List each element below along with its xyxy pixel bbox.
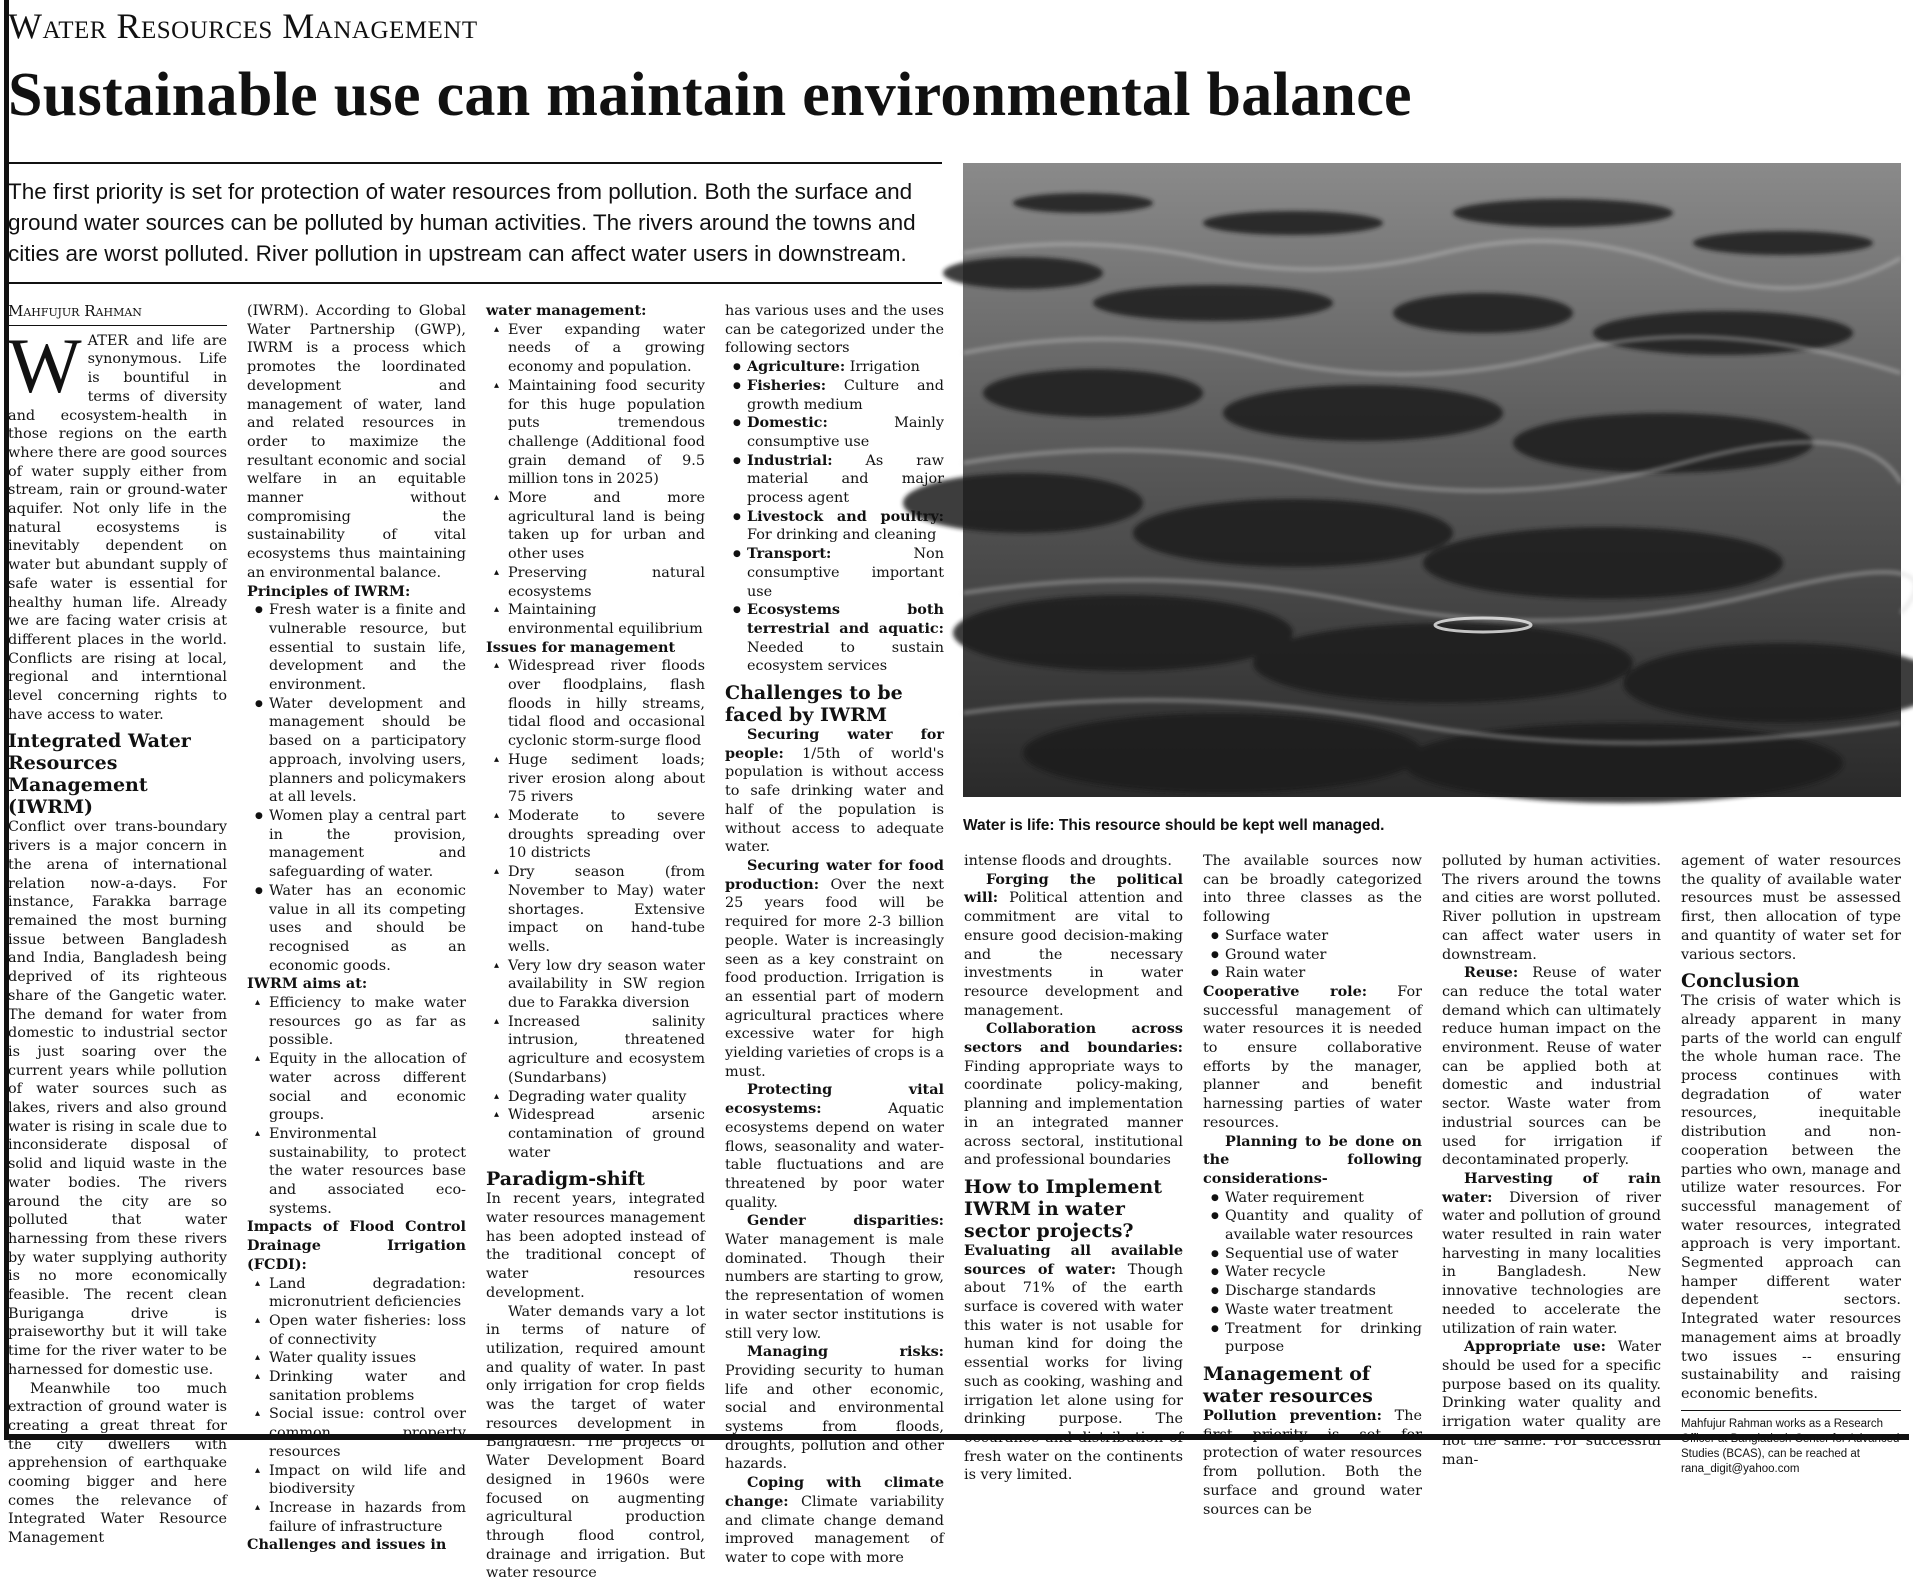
list-item: ▴ Very low dry season water availability in SW region due to Farakka diversion xyxy=(498,957,705,1013)
column-8 xyxy=(1681,852,1901,1475)
list-item: ● Water recycle xyxy=(1215,1263,1422,1282)
principles-list xyxy=(247,601,466,975)
paragraph: Reuse: Reuse of water can reduce the total water demand which can ultimately reduce human impact on the environment. Reuse of water can be applied both at domestic and industrial sector. Waste water from industrial sources can be used for irrigation if decontaminated properly. xyxy=(1442,964,1661,1169)
list-item: ▴ Maintaining food security for this huge population puts tremendous challenge (Additional food grain demand of 9.5 million tons in 2025) xyxy=(498,377,705,489)
list-item: ▴ Drinking water and sanitation problems xyxy=(259,1368,466,1405)
author-bio: Mahfujur Rahman works as a Research Officer at Bangladesh Center for Advanced Studies (BCAS), can be reached at rana_digit@yahoo.com xyxy=(1681,1410,1901,1477)
column-7 xyxy=(1442,852,1662,1468)
list-item: ● Discharge standards xyxy=(1215,1282,1422,1301)
list-item: ● Surface water xyxy=(1215,927,1422,946)
paragraph: Gender disparities: Water management is male dominated. Though their numbers are starting to grow, the representation of women in water sector institutions is still very low. xyxy=(725,1212,944,1342)
list-item: ▴ Ever expanding water needs of a growing economy and population. xyxy=(498,321,705,377)
paragraph: Pollution prevention: The first priority is set for protection of water resources from pollution. Both the surface and ground water sources can be xyxy=(1203,1406,1422,1518)
list-item: ▴ Dry season (from November to May) water shortages. Extensive impact on hand-tube wells. xyxy=(498,863,705,957)
column-6 xyxy=(1203,852,1423,1518)
heading-how-to-implement: How to Implement IWRM in water sector projects? xyxy=(964,1175,1163,1242)
subheading-challenges: Challenges and issues in xyxy=(247,1536,447,1554)
paragraph: The available sources now can be broadly categorized into three classes as the following xyxy=(1203,853,1422,926)
subheading-fcdi: Impacts of Flood Control Drainage Irrigation (FCDI): xyxy=(247,1218,466,1273)
list-item: ● Ground water xyxy=(1215,946,1422,965)
water-photo xyxy=(963,163,1901,797)
list-item: ▴ Efficiency to make water resources go as far as possible. xyxy=(259,994,466,1050)
list-item: ● Domestic: Mainly consumptive use xyxy=(737,414,944,451)
paragraph: Collaboration across sectors and boundaries: Finding appropriate ways to coordinate policy-making, planning and implementation in an integrated manner across sectoral, institutional and professional boundaries xyxy=(964,1020,1183,1169)
water-ripples-image xyxy=(963,163,1901,797)
list-item: ● Fisheries: Culture and growth medium xyxy=(737,377,944,414)
paragraph: Securing water for people: 1/5th of world's population is without access to safe drinking water and half of the population is without access to adequate water. xyxy=(725,726,945,856)
paragraph: polluted by human activities. The rivers around the towns and cities are worst polluted. River pollution in upstream can affect water users in downstream. xyxy=(1442,853,1661,963)
column-1 xyxy=(8,302,227,1547)
list-item: ▴ Huge sediment loads; river erosion along about 75 rivers xyxy=(498,751,705,807)
list-item: ▴ Open water fisheries: loss of connectivity xyxy=(259,1312,466,1349)
water-management-list xyxy=(486,321,705,639)
list-item: ▴ Environmental sustainability, to protect the water resources base and associated eco-systems. xyxy=(259,1125,466,1219)
list-item: ▴ Widespread arsenic contamination of ground water xyxy=(498,1106,705,1162)
paragraph: Managing risks: Providing security to human life and other economic, social and environmental systems from floods, droughts, pollution and other hazards. xyxy=(725,1343,944,1473)
list-item: ▴ Preserving natural ecosystems xyxy=(498,564,705,601)
fcdi-list xyxy=(247,1275,466,1537)
paragraph: Appropriate use: Water should be used for a specific purpose based on its quality. Drinking water quality and irrigation water quality are not the same. For successful man- xyxy=(1442,1338,1661,1468)
paragraph: (IWRM). According to Global Water Partnership (GWP), IWRM is a process which promotes the loordinated development and management of water, land and related resources in order to maximize the resultant economic and social welfare in an equitable manner without compromising the sustainability of vital ecosystems thus maintaining an environmental balance. xyxy=(247,303,466,581)
subheading-aims: IWRM aims at: xyxy=(247,975,368,993)
paragraph: Evaluating all available sources of water: Though about 71% of the earth surface is covered with water this water is not usable for human kind for doing the essential works for living such as cooking, washing and irrigation let alone using for drinking purpose. The occurance and distribution of fresh water on the continents is very limited. xyxy=(964,1241,1184,1484)
list-item: ● Industrial: As raw material and major process agent xyxy=(737,452,944,508)
intro-paragraph: WATER and life are synonymous. Life is bountiful in terms of diversity and ecosystem-health in those regions on the earth where there are good sources of water supply either from stream, rain or ground-water aquifer. Not only life in the natural ecosystems is inevitably dependent on water but abundant supply of safe water is essential for healthy human life. Already we are facing water crisis at different places in the world. Conflicts are rising at local, regional and interntional level concerning rights to have access to water. xyxy=(8,321,227,723)
list-item: ● Water has an economic value in all its competing uses and should be recognised as an economic goods. xyxy=(259,882,466,976)
paragraph: Forging the political will: Political attention and commitment are vital to ensure good decision-making and the necessary investments in water resource development and management. xyxy=(964,870,1183,1019)
list-item: ● Sequential use of water xyxy=(1215,1245,1422,1264)
list-item: ● Agriculture: Irrigation xyxy=(737,358,944,377)
paragraph: Securing water for food production: Over the next 25 years food will be required for more 2-3 billion people. Water is increasingly seen as a key constraint on food production. Irrigation is an essential part of modern agricultural practices where excessive water for high yielding varieties of crops is a must. xyxy=(725,856,944,1080)
subheading-principles: Principles of IWRM: xyxy=(247,582,411,600)
column-5 xyxy=(964,852,1184,1484)
list-item: ● Transport: Non consumptive important use xyxy=(737,545,944,601)
paragraph: Conflict over trans-boundary rivers is a major concern in the arena of international relation now-a-days. For instance, Farakka barrage remained the most burning issue between Bangladesh and India, Bangladesh being deprived of its righteous share of the Gangetic water. The demand for water from domestic to industrial sector is just soaring over the current years while pollution of water sources such as lakes, rivers and also ground water is rising in scale due to inconsiderate disposal of solid and liquid waste in the water bodies. The rivers around the city are so polluted that water harnessing from these rivers by water supplying authority is no more economically feasible. The recent clean Buriganga drive is praiseworthy but it will take time for the river water to be harnessed for domestic use. xyxy=(8,819,227,1378)
sectors-list xyxy=(725,358,944,676)
sources-list xyxy=(1203,927,1422,983)
byline: Mahfujur Rahman xyxy=(8,302,227,326)
list-item: ● Fresh water is a finite and vulnerable resource, but essential to sustain life, development and the environment. xyxy=(259,601,466,695)
aims-list xyxy=(247,994,466,1218)
section-label: Water Resources Management xyxy=(8,6,478,46)
list-item: ● Women play a central part in the provision, management and safeguarding of water. xyxy=(259,807,466,882)
column-3 xyxy=(486,302,705,1582)
paragraph: Protecting vital ecosystems: Aquatic ecosystems depend on water flows, seasonality and water-table fluctuations and are threatened by poor water quality. xyxy=(725,1081,944,1211)
list-item: ▴ Equity in the allocation of water across different social and economic groups. xyxy=(259,1050,466,1125)
subheading-issues: Issues for management xyxy=(486,638,676,656)
column-4 xyxy=(725,302,945,1566)
heading-conclusion: Conclusion xyxy=(1681,970,1800,993)
list-item: ▴ More and more agricultural land is being taken up for urban and other uses xyxy=(498,489,705,564)
list-item: ● Waste water treatment xyxy=(1215,1301,1422,1320)
headline: Sustainable use can maintain environmental balance xyxy=(8,61,1412,129)
paragraph: In recent years, integrated water resources management has been adopted instead of the traditional concept of water resources development. xyxy=(486,1191,705,1301)
column-2 xyxy=(247,302,466,1554)
list-item: ▴ Water quality issues xyxy=(259,1349,466,1368)
list-item: ● Water requirement xyxy=(1215,1189,1422,1208)
paragraph: Meanwhile too much extraction of ground water is creating a great threat for the city dwellers with apprehension of earthquake cooming bigger and here comes the relevance of Integrated Water Resource Management xyxy=(8,1380,227,1547)
drop-cap: W xyxy=(8,321,82,409)
list-item: ▴ Increase in hazards from failure of infrastructure xyxy=(259,1499,466,1536)
paragraph: Harvesting of rain water: Diversion of river water and pollution of ground water resulted in rain water harvesting in many localities in Bangladesh. New innovative technologies are needed to accelerate the utilization of rain water. xyxy=(1442,1169,1662,1337)
paragraph: has various uses and the uses can be categorized under the following sectors xyxy=(725,303,944,357)
list-item: ▴ Social issue: control over common property resources xyxy=(259,1405,466,1461)
heading-challenges: Challenges to be faced by IWRM xyxy=(725,682,903,727)
paragraph: Cooperative role: For successful management of water resources it is needed to ensure collaborative efforts by the manager, planner and benefit harnessing parties of water resources. xyxy=(1203,982,1423,1131)
subheading-water-management: water management: xyxy=(486,302,647,319)
paragraph: Coping with climate change: Climate variability and climate change demand improved management of water to cope with more xyxy=(725,1474,944,1566)
paragraph: Water demands vary a lot in terms of nature of utilization, required amount and quality of water. In past only irrigation for crop fields was the target of water resources development in Bangladesh. The projects of Water Development Board designed in 1960s were focused on augmenting agricultural production through flood control, drainage and irrigation. But water resource xyxy=(486,1303,705,1582)
list-item: ● Quantity and quality of available water resources xyxy=(1215,1207,1422,1244)
subheading-planning: Planning to be done on the following considerations- xyxy=(1203,1132,1422,1187)
list-item: ● Rain water xyxy=(1215,964,1422,983)
deck: The first priority is set for protection of water resources from pollution. Both the surface and ground water sources can be polluted by human activities. The rivers around the towns and cities are worst polluted. River pollution in upstream can affect water users in downstream. xyxy=(8,179,916,266)
issues-list xyxy=(486,657,705,1162)
list-item: ▴ Degrading water quality xyxy=(498,1088,705,1107)
paragraph: agement of water resources the quality of available water resources must be assessed first, then allocation of type and quantity of water set for various sectors. xyxy=(1681,853,1901,963)
list-item: ▴ Maintaining environmental equilibrium xyxy=(498,601,705,638)
list-item: ▴ Increased salinity intrusion, threatened agriculture and ecosystem (Sundarbans) xyxy=(498,1013,705,1088)
list-item: ● Water development and management should be based on a participatory approach, involving users, planners and policymakers at all levels. xyxy=(259,695,466,807)
list-item: ▴ Widespread river floods over floodplains, flash floods in hilly streams, tidal flood and occasional cyclonic storm-surge flood xyxy=(498,657,705,751)
paragraph: The crisis of water which is already apparent in many parts of the world can engulf the whole human race. The process continues with degradation of water resources, inequitable distribution and non-cooperation between the parties who own, manage and utilize water resources. For successful management of water resources, integrated approach is very important. Segmented approach can hamper different water dependent sectors. Integrated water resources management aims at broadly two issues -- ensuring sustainability and raising economic benefits. xyxy=(1681,993,1901,1402)
list-item: ● Livestock and poultry: For drinking and cleaning xyxy=(737,508,944,545)
photo-caption: Water is life: This resource should be kept well managed. xyxy=(963,817,1385,834)
heading-iwrm: Integrated Water Resources Management (IWRM) xyxy=(8,730,191,819)
list-item: ▴ Impact on wild life and biodiversity xyxy=(259,1462,466,1499)
list-item: ▴ Land degradation: micronutrient deficiencies xyxy=(259,1275,466,1312)
rule-bottom xyxy=(8,282,942,284)
rule-top xyxy=(8,162,942,164)
list-item: ● Ecosystems both terrestrial and aquatic: Needed to sustain ecosystem services xyxy=(737,601,944,676)
heading-paradigm-shift: Paradigm-shift xyxy=(486,1168,645,1191)
heading-management: Management of water resources xyxy=(1203,1362,1373,1407)
list-item: ▴ Moderate to severe droughts spreading over 10 districts xyxy=(498,807,705,863)
planning-list xyxy=(1203,1189,1422,1357)
list-item: ● Treatment for drinking purpose xyxy=(1215,1320,1422,1357)
paragraph: intense floods and droughts. xyxy=(964,853,1172,869)
